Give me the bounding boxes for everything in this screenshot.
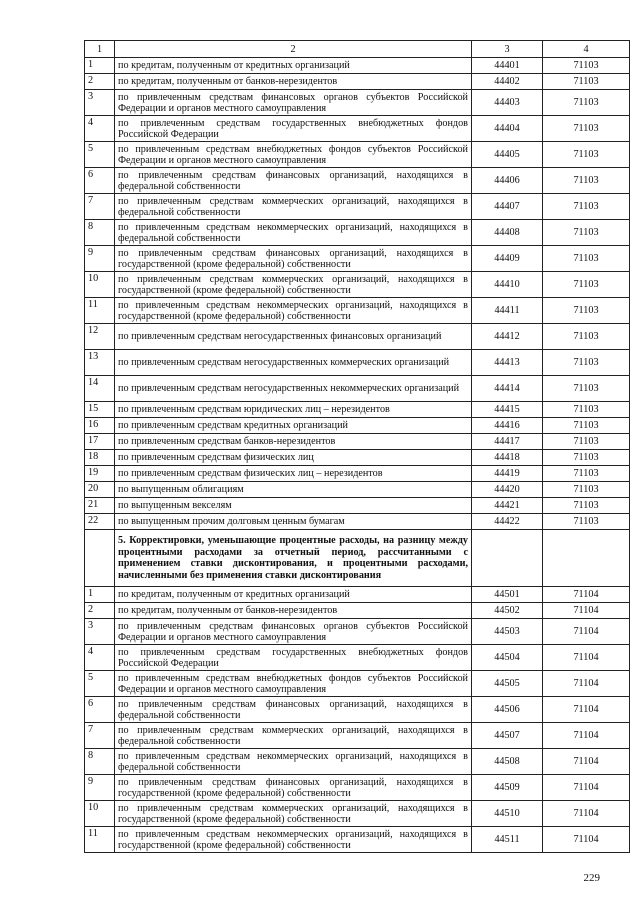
row-account: 71103 — [543, 498, 630, 514]
row-account: 71103 — [543, 142, 630, 168]
row-number: 10 — [85, 272, 115, 298]
table-row — [85, 246, 630, 272]
row-account: 71103 — [543, 514, 630, 530]
row-account: 71103 — [543, 350, 630, 376]
row-account: 71103 — [543, 116, 630, 142]
section-heading-row — [85, 530, 630, 587]
row-description: по привлеченным средствам физических лиц — [115, 450, 472, 466]
table-row — [85, 514, 630, 530]
table-row — [85, 603, 630, 619]
row-code: 44419 — [472, 466, 543, 482]
row-description: по кредитам, полученным от банков-нерезидентов — [115, 603, 472, 619]
row-number: 9 — [85, 246, 115, 272]
row-code: 44421 — [472, 498, 543, 514]
row-number: 2 — [85, 74, 115, 90]
accounts-table — [84, 40, 630, 853]
table-row — [85, 90, 630, 116]
row-code: 44409 — [472, 246, 543, 272]
table-row — [85, 220, 630, 246]
row-code: 44503 — [472, 619, 543, 645]
row-number: 7 — [85, 194, 115, 220]
row-number: 2 — [85, 603, 115, 619]
row-description: по привлеченным средствам финансовых организаций, находящихся в государственной (кроме федеральной) собственности — [115, 775, 472, 801]
page-number: 229 — [583, 872, 600, 884]
row-code — [472, 530, 543, 587]
table-row — [85, 450, 630, 466]
row-number: 12 — [85, 324, 115, 350]
table-row — [85, 272, 630, 298]
row-number: 22 — [85, 514, 115, 530]
row-code: 44403 — [472, 90, 543, 116]
row-code: 44416 — [472, 418, 543, 434]
table-row — [85, 498, 630, 514]
row-number: 15 — [85, 402, 115, 418]
row-description: по выпущенным векселям — [115, 498, 472, 514]
table-row — [85, 116, 630, 142]
row-account: 71104 — [543, 587, 630, 603]
row-account: 71104 — [543, 775, 630, 801]
row-code: 44422 — [472, 514, 543, 530]
table-row — [85, 350, 630, 376]
row-description: по привлеченным средствам внебюджетных фондов субъектов Российской Федерации и органов местного самоуправления — [115, 142, 472, 168]
row-description: по привлеченным средствам коммерческих организаций, находящихся в государственной (кроме федеральной) собственности — [115, 272, 472, 298]
row-description: по кредитам, полученным от кредитных организаций — [115, 58, 472, 74]
row-number: 20 — [85, 482, 115, 498]
row-code: 44413 — [472, 350, 543, 376]
row-account: 71103 — [543, 272, 630, 298]
row-number: 6 — [85, 168, 115, 194]
row-number: 18 — [85, 450, 115, 466]
row-number: 7 — [85, 723, 115, 749]
row-code: 44406 — [472, 168, 543, 194]
row-code: 44501 — [472, 587, 543, 603]
row-description: по привлеченным средствам негосударственных коммерческих организаций — [115, 350, 472, 376]
row-description: по привлеченным средствам некоммерческих организаций, находящихся в федеральной собственности — [115, 749, 472, 775]
table-row — [85, 418, 630, 434]
row-account: 71104 — [543, 697, 630, 723]
row-number: 9 — [85, 775, 115, 801]
row-account — [543, 530, 630, 587]
row-code: 44415 — [472, 402, 543, 418]
row-number: 10 — [85, 801, 115, 827]
row-number: 21 — [85, 498, 115, 514]
row-account: 71103 — [543, 434, 630, 450]
row-account: 71103 — [543, 74, 630, 90]
header-col-4: 4 — [543, 41, 630, 58]
table-row — [85, 194, 630, 220]
row-code: 44509 — [472, 775, 543, 801]
row-number: 3 — [85, 619, 115, 645]
row-code: 44410 — [472, 272, 543, 298]
table-row — [85, 434, 630, 450]
row-number: 6 — [85, 697, 115, 723]
row-code: 44511 — [472, 827, 543, 853]
row-number: 4 — [85, 645, 115, 671]
table-row — [85, 74, 630, 90]
row-code: 44407 — [472, 194, 543, 220]
row-description: по привлеченным средствам финансовых организаций, находящихся в федеральной собственности — [115, 697, 472, 723]
table-row — [85, 298, 630, 324]
table-row — [85, 142, 630, 168]
row-description: по привлеченным средствам финансовых организаций, находящихся в федеральной собственности — [115, 168, 472, 194]
row-code: 44504 — [472, 645, 543, 671]
row-code: 44412 — [472, 324, 543, 350]
row-description: по привлеченным средствам коммерческих организаций, находящихся в федеральной собственности — [115, 723, 472, 749]
row-number: 19 — [85, 466, 115, 482]
table-row — [85, 58, 630, 74]
row-account: 71104 — [543, 645, 630, 671]
row-code: 44414 — [472, 376, 543, 402]
header-col-3: 3 — [472, 41, 543, 58]
row-code: 44418 — [472, 450, 543, 466]
row-code: 44411 — [472, 298, 543, 324]
row-code: 44502 — [472, 603, 543, 619]
row-description: по привлеченным средствам некоммерческих организаций, находящихся в государственной (кроме федеральной) собственности — [115, 827, 472, 853]
table-row — [85, 749, 630, 775]
row-account: 71103 — [543, 376, 630, 402]
table-row — [85, 723, 630, 749]
row-description: по привлеченным средствам государственных внебюджетных фондов Российской Федерации — [115, 645, 472, 671]
table-row — [85, 697, 630, 723]
row-description: по привлеченным средствам кредитных организаций — [115, 418, 472, 434]
row-code: 44508 — [472, 749, 543, 775]
table-row — [85, 466, 630, 482]
row-account: 71104 — [543, 749, 630, 775]
row-number: 3 — [85, 90, 115, 116]
row-number: 5 — [85, 142, 115, 168]
row-code: 44510 — [472, 801, 543, 827]
row-description: по привлеченным средствам финансовых организаций, находящихся в государственной (кроме федеральной) собственности — [115, 246, 472, 272]
row-account: 71103 — [543, 58, 630, 74]
table-header-row — [85, 41, 630, 58]
row-description: по кредитам, полученным от банков-нерезидентов — [115, 74, 472, 90]
row-number: 1 — [85, 587, 115, 603]
row-account: 71104 — [543, 603, 630, 619]
row-number: 4 — [85, 116, 115, 142]
row-description: по привлеченным средствам государственных внебюджетных фондов Российской Федерации — [115, 116, 472, 142]
row-account: 71103 — [543, 246, 630, 272]
row-code: 44505 — [472, 671, 543, 697]
row-account: 71104 — [543, 723, 630, 749]
row-code: 44404 — [472, 116, 543, 142]
table-row — [85, 324, 630, 350]
table-row — [85, 482, 630, 498]
row-description: по привлеченным средствам коммерческих организаций, находящихся в государственной (кроме федеральной) собственности — [115, 801, 472, 827]
row-account: 71103 — [543, 194, 630, 220]
row-description: 5. Корректировки, уменьшающие процентные расходы, на разницу между процентными расходами за отчетный период, рассчитанными с применением ставки дисконтирования, и процентными расходами, начисленными без применения ставки дисконтирования — [115, 530, 472, 587]
row-number: 1 — [85, 58, 115, 74]
table-row — [85, 645, 630, 671]
row-account: 71103 — [543, 482, 630, 498]
row-account: 71103 — [543, 402, 630, 418]
header-col-1: 1 — [85, 41, 115, 58]
table-row — [85, 168, 630, 194]
table-row — [85, 376, 630, 402]
row-number: 8 — [85, 749, 115, 775]
row-number: 17 — [85, 434, 115, 450]
row-number: 16 — [85, 418, 115, 434]
table-row — [85, 402, 630, 418]
row-description: по выпущенным прочим долговым ценным бумагам — [115, 514, 472, 530]
row-code: 44401 — [472, 58, 543, 74]
row-number: 8 — [85, 220, 115, 246]
row-code: 44417 — [472, 434, 543, 450]
row-description: по привлеченным средствам негосударственных финансовых организаций — [115, 324, 472, 350]
row-description: по привлеченным средствам негосударственных некоммерческих организаций — [115, 376, 472, 402]
row-description: по привлеченным средствам юридических лиц – нерезидентов — [115, 402, 472, 418]
row-code: 44405 — [472, 142, 543, 168]
table-row — [85, 775, 630, 801]
row-code: 44408 — [472, 220, 543, 246]
row-number: 14 — [85, 376, 115, 402]
table-row — [85, 827, 630, 853]
row-account: 71103 — [543, 298, 630, 324]
row-description: по кредитам, полученным от кредитных организаций — [115, 587, 472, 603]
row-number — [85, 530, 115, 587]
row-code: 44506 — [472, 697, 543, 723]
row-description: по привлеченным средствам финансовых органов субъектов Российской Федерации и органов местного самоуправления — [115, 90, 472, 116]
row-account: 71104 — [543, 801, 630, 827]
row-description: по привлеченным средствам некоммерческих организаций, находящихся в государственной (кроме федеральной) собственности — [115, 298, 472, 324]
row-account: 71103 — [543, 324, 630, 350]
row-description: по привлеченным средствам некоммерческих организаций, находящихся в федеральной собственности — [115, 220, 472, 246]
row-code: 44402 — [472, 74, 543, 90]
row-number: 11 — [85, 298, 115, 324]
row-account: 71103 — [543, 466, 630, 482]
row-description: по привлеченным средствам коммерческих организаций, находящихся в федеральной собственности — [115, 194, 472, 220]
row-number: 13 — [85, 350, 115, 376]
table-row — [85, 671, 630, 697]
row-description: по привлеченным средствам внебюджетных фондов субъектов Российской Федерации и органов местного самоуправления — [115, 671, 472, 697]
header-col-2: 2 — [115, 41, 472, 58]
row-number: 5 — [85, 671, 115, 697]
row-code: 44507 — [472, 723, 543, 749]
row-description: по привлеченным средствам финансовых органов субъектов Российской Федерации и органов местного самоуправления — [115, 619, 472, 645]
row-description: по выпущенным облигациям — [115, 482, 472, 498]
row-description: по привлеченным средствам банков-нерезидентов — [115, 434, 472, 450]
row-number: 11 — [85, 827, 115, 853]
row-description: по привлеченным средствам физических лиц – нерезидентов — [115, 466, 472, 482]
row-account: 71104 — [543, 671, 630, 697]
table-row — [85, 587, 630, 603]
row-account: 71103 — [543, 220, 630, 246]
row-account: 71103 — [543, 168, 630, 194]
row-account: 71103 — [543, 450, 630, 466]
table-row — [85, 801, 630, 827]
row-account: 71104 — [543, 619, 630, 645]
row-code: 44420 — [472, 482, 543, 498]
table-row — [85, 619, 630, 645]
row-account: 71104 — [543, 827, 630, 853]
row-account: 71103 — [543, 418, 630, 434]
row-account: 71103 — [543, 90, 630, 116]
